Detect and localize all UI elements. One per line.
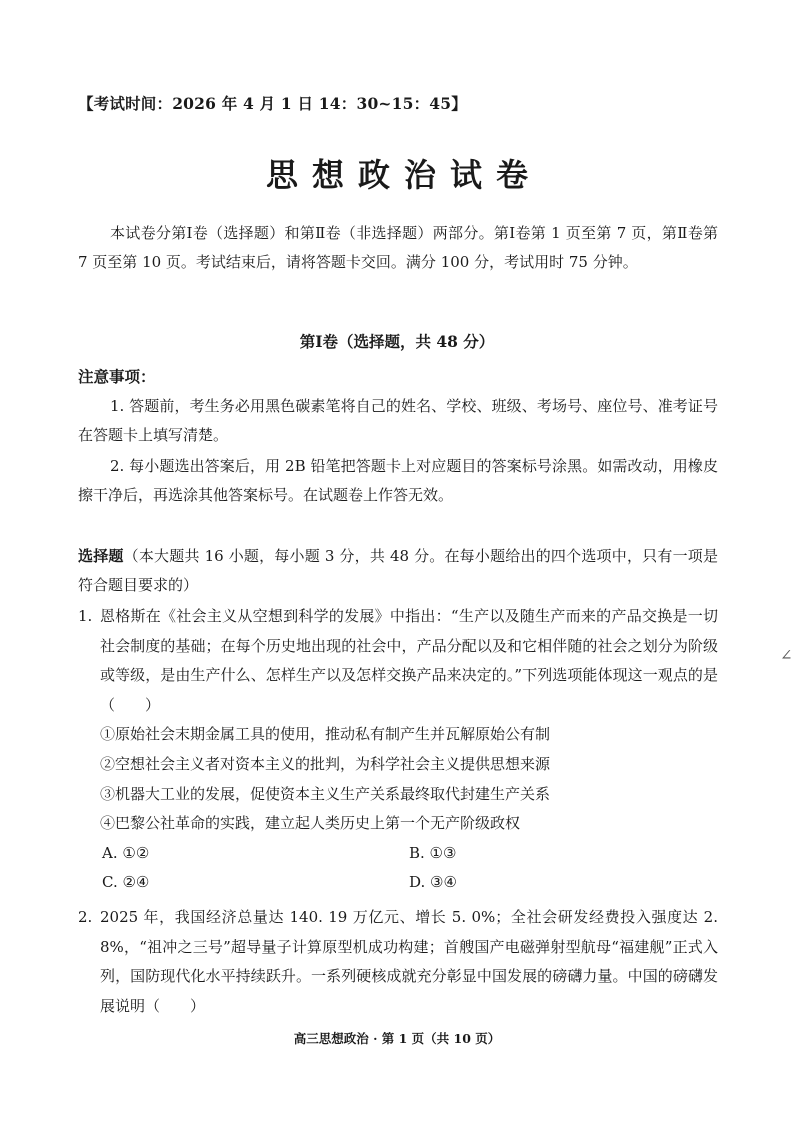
page-footer: 高三思想政治 · 第 1 页（共 10 页） — [293, 1031, 501, 1046]
option-row — [100, 839, 718, 869]
exam-time: 【考试时间：2026 年 4 月 1 日 14：30~15：45】 — [78, 94, 467, 113]
choice-section-intro — [78, 542, 718, 600]
question-2 — [78, 903, 718, 1021]
notice-title: 注意事项： — [78, 367, 156, 386]
choice-section-desc: （本大题共 16 小题，每小题 3 分，共 48 分。在每小题给出的四个选项中，只有一项是符合题目要求的） — [78, 547, 718, 594]
statement-item: ②空想社会主义者对资本主义的批判，为科学社会主义提供思想来源 — [100, 754, 551, 773]
notice-list — [78, 392, 718, 512]
statement-item: ④巴黎公社革命的实践，建立起人类历史上第一个无产阶级政权 — [100, 814, 521, 833]
intro-paragraph: 本试卷分第Ⅰ卷（选择题）和第Ⅱ卷（非选择题）两部分。第Ⅰ卷第 1 页至第 7 页，第Ⅱ卷第 7 页至第 10 页。考试结束后，请将答题卡交回。满分 100 分，考试用时 75 分钟。 — [78, 224, 718, 271]
option-a: A. ①② — [102, 843, 150, 862]
option-row — [100, 868, 718, 898]
option-b: B. ①③ — [409, 843, 457, 862]
question-stem: 恩格斯在《社会主义从空想到科学的发展》中指出：“生产以及随生产而来的产品交换是一切社会制度的基础；在每个历史地出现的社会中，产品分配以及和它相伴随的社会之划分为阶级或等级，是由生产什么、怎样生产以及怎样交换产品来决定的。”下列选项能体现这一观点的是（ ） — [100, 607, 718, 714]
page-title: 思想政治试卷 — [265, 156, 542, 194]
question-1 — [78, 602, 718, 898]
answer-options — [100, 839, 718, 898]
notice-item: 1. 答题前，考生务必用黑色碳素笔将自己的姓名、学校、班级、考场号、座位号、准考证号在答题卡上填写清楚。 — [78, 397, 718, 444]
question-number: 2. — [78, 908, 93, 926]
edge-mark: ∠ — [780, 646, 793, 664]
statement-item: ①原始社会末期金属工具的使用，推动私有制产生并瓦解原始公有制 — [100, 725, 551, 744]
question-stem: 2025 年，我国经济总量达 140. 19 万亿元、增长 5. 0%；全社会研发经费投入强度达 2. 8%，“祖冲之三号”超导量子计算原型机成功构建；首艘国产电磁弹射型航母“福建舰”正式入列，国防现代化水平持续跃升。一系列硬核成就充分彰显中国发展的磅礴力量。中国的磅礴发展说明（ ） — [100, 908, 718, 1015]
choice-section-label: 选择题 — [78, 547, 124, 565]
option-d: D. ③④ — [409, 873, 457, 892]
section-heading: 第Ⅰ卷（选择题，共 48 分） — [299, 332, 495, 351]
statement-item: ③机器大工业的发展，促使资本主义生产关系最终取代封建生产关系 — [100, 784, 551, 803]
option-c: C. ②④ — [102, 873, 150, 892]
notice-item: 2. 每小题选出答案后，用 2B 铅笔把答题卡上对应题目的答案标号涂黑。如需改动，用橡皮擦干净后，再选涂其他答案标号。在试题卷上作答无效。 — [78, 457, 718, 504]
question-number: 1. — [78, 607, 93, 625]
